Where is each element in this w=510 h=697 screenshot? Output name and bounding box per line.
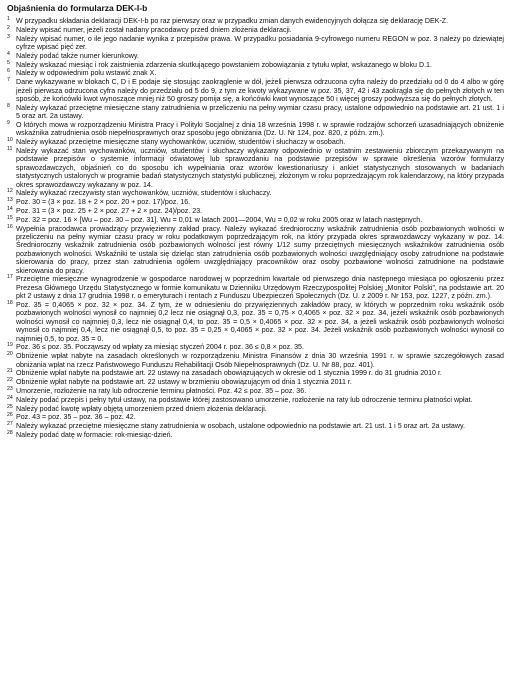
footnote-number: 3 [7, 33, 10, 40]
footnote-number: 5 [7, 59, 10, 66]
footnote-number: 11 [7, 146, 13, 152]
footnotes-list [7, 17, 504, 439]
footnote-text: Należy wykazać przeciętne miesięczne stany zatrudnienia w przeliczeniu na pełny wymiar czasu pracy, ustalone odpowiednio na podstawie art. 21 ust. 1 i 5 oraz art. 2a ustawy. [16, 103, 504, 121]
document-title: Objaśnienia do formularza DEK-I-b [7, 3, 148, 13]
footnote-number: 27 [7, 421, 13, 428]
footnote-number: 8 [7, 102, 10, 109]
footnote-7 [7, 78, 504, 103]
footnote-text: Wypełnia pracodawca prowadzący przywięzienny zakład pracy. Należy wykazać średnioroczny wskaźnik zatrudnienia osób pozbawionych wolności w przeliczeniu na pełny wymiar czasu pracy w roku podatkowym poprzedzającym rok, na który przypada okres sprawozdawczy wykazany w poz. 14. Średnioroczny wskaźnik zatrudnienia osób pozbawionych wolności jest równy 1/12 sumy przeciętnych miesięcznych wskaźników zatrudnienia osób pozbawionych wolności. Wskaźniki te ustala się dzieląc stan zatrudnienia osób pozbawionych wolności uwzględniający osoby zatrudnione na podstawie skierowania do pracy, przez stan zatrudnienia ogółem uwzględniający pracowników oraz osoby pozbawione wolności zatrudnione na podstawie skierowania do pracy. [16, 224, 504, 275]
footnote-1 [7, 17, 504, 25]
footnote-text: Należy podać datę w formacie: rok-miesiąc-dzień. [16, 431, 173, 440]
footnote-6 [7, 69, 504, 77]
footnote-10 [7, 138, 504, 146]
footnote-21 [7, 369, 504, 377]
footnote-text: Dane wykazywane w blokach C, D i E podaje się stosując zaokrąglenie w dół, jeżeli pierwsza odrzucona cyfra należy do przedziału od 0 do 4 albo w górę jeżeli pierwsza odrzucona cyfra należy do przedziału od 5 do 9, z tym że kwoty wykazywane w poz. 35, 37, 42 i 43 zaokrągla się do pełnych złotych w ten sposób, że końcówki kwot wynoszące mniej niż 50 groszy pomija się, a końcówki kwot wynoszące 50 i więcej groszy podwyższa się do pełnych złotych. [16, 78, 504, 103]
footnote-text: Należy wykazać przeciętne miesięczne stany wychowanków, uczniów, studentów i słuchaczy w osobach. [16, 138, 346, 147]
footnote-14 [7, 207, 504, 215]
footnote-13 [7, 198, 504, 206]
footnote-11 [7, 147, 504, 189]
footnote-27 [7, 422, 504, 430]
footnote-text: Poz. 32 = poz. 16 × [Wu – poz. 30 – poz. 31]. Wu = 0,01 w latach 2001—2004, Wu = 0,02 w roku 2005 oraz w latach następnych. [16, 215, 423, 224]
footnote-18 [7, 301, 504, 343]
footnote-text: Należy wskazać miesiąc i rok zaistnienia zdarzenia skutkującego powstaniem zobowiązania z tytułu wpłat, wskazanego w bloku D.1. [16, 60, 432, 69]
footnote-5 [7, 61, 504, 69]
footnote-number: 23 [7, 386, 13, 393]
footnote-number: 21 [7, 368, 13, 375]
footnote-8 [7, 104, 504, 121]
footnote-number: 2 [7, 24, 10, 31]
footnote-text: Należy wpisać numer, jeżeli został nadany pracodawcy przed dniem złożenia deklaracji. [16, 25, 292, 34]
footnote-26 [7, 413, 504, 421]
footnote-text: Należy podać kwotę wpłaty objętą umorzeniem przed dniem złożenia deklaracji. [16, 404, 267, 413]
footnote-text: Poz. 31 = (3 × poz. 25 + 2 × poz. 27 + 2 × poz. 24)/poz. 23. [16, 207, 203, 216]
footnote-15 [7, 216, 504, 224]
footnote-3 [7, 35, 504, 52]
footnote-20 [7, 352, 504, 369]
footnote-number: 9 [7, 120, 10, 126]
footnote-number: 12 [7, 188, 13, 195]
footnote-number: 28 [7, 430, 13, 437]
footnote-text: Należy wykazać przeciętne miesięczne stany zatrudnienia w osobach, ustalone odpowiednio na podstawie art. 21 ust. 1 i 5 oraz art. 2a ustawy. [16, 422, 465, 431]
footnote-text: Umorzenie, rozłożenie na raty lub odroczenie terminu płatności. Poz. 42 ≤ poz. 35 – poz. 36. [16, 387, 307, 396]
footnote-text: Obniżenie wpłat nabyte na zasadach określonych w rozporządzeniu Ministra Finansów z dnia 30 września 1991 r. w sprawie szczegółowych zasad obniżania wpłat na rzecz Państwowego Funduszu Rehabilitacji Osób Niepełnosprawnych (Dz. U. Nr 88, poz. 401). [16, 352, 504, 369]
footnote-9 [7, 121, 504, 138]
footnote-2 [7, 26, 504, 34]
footnote-text: Przeciętne miesięczne wynagrodzenie w gospodarce narodowej w poprzednim kwartale od pierwszego dnia następnego miesiąca po ogłoszeniu przez Prezesa Głównego Urzędu Statystycznego w formie komunikatu w Dzienniku Urzędowym Rzeczypospolitej Polskiej „Monitor Polski”, na podstawie art. 20 pkt 2 ustawy z dnia 17 grudnia 1998 r. o emeryturach i rentach z Funduszu Ubezpieczeń Społecznych (Dz. U. z 2009 r. Nr 153, poz. 1227, z późn. zm.). [16, 275, 504, 301]
footnote-text: Poz. 43 = poz. 35 – poz. 36 – poz. 42. [16, 413, 136, 422]
footnote-12 [7, 189, 504, 197]
footnote-text: Należy podać przepis i pełny tytuł ustawy, na podstawie której zastosowano umorzenie, rozłożenie na raty lub odroczenie terminu płatności wpłat. [16, 395, 473, 404]
footnote-text: Należy podać także numer kierunkowy. [16, 51, 139, 60]
footnote-24 [7, 396, 504, 404]
footnote-text: Należy wykazać rzeczywisty stan wychowanków, uczniów, studentów i słuchaczy. [16, 189, 272, 198]
footnote-22 [7, 378, 504, 386]
footnote-number: 20 [7, 351, 13, 358]
footnote-text: Należy wpisać numer, o ile jego nadanie wynika z przepisów prawa. W przypadku posiadania 9-cyfrowego numeru REGON w poz. 3 należy po dziewiątej cyfrze wpisać pięć zer. [16, 34, 504, 51]
footnote-number: 10 [7, 137, 13, 144]
footnote-text: Należy wykazać stan wychowanków, uczniów, studentów i słuchaczy wykazany odpowiednio w ostatnim zestawieniu zbiorczym przekazywanym na podstawie przepisów o systemie informacji oświatowej lub sprawozdaniu na podstawie przepisów w sprawie określenia wzorów formularzy sprawozdawczych, objaśnień co do sposobu ich wypełniania oraz wzorów kwestionariuszy i ankiet statystycznych stosowanych w badaniach statystycznych ustalonych w programie badań statystycznych statystyki publicznej, złożonym w roku poprzedzającym rok kalendarzowy, na który przypada okres sprawozdawczy wykazany w poz. 14. [16, 147, 504, 189]
footnote-text: Obniżenie wpłat nabyte na podstawie art. 22 ustawy na zasadach obowiązujących w okresie od 1 stycznia 1999 r. do 31 grudnia 2010 r. [16, 369, 442, 378]
footnote-number: 24 [7, 394, 13, 401]
footnote-4 [7, 52, 504, 60]
footnote-number: 22 [7, 377, 13, 384]
footnote-17 [7, 275, 504, 300]
footnote-text: W przypadku składania deklaracji DEK-I-b po raz pierwszy oraz w przypadku zmian danych ewidencyjnych dołącza się deklarację DEK-Z. [16, 17, 449, 25]
footnote-number: 1 [7, 16, 10, 22]
footnote-text: O których mowa w rozporządzeniu Ministra Pracy i Polityki Socjalnej z dnia 18 września 1998 r. w sprawie rodzajów schorzeń uzasadniających obniżenie wskaźnika zatrudnienia osób niepełnosprawnych oraz sposobu jego obniżania (Dz. U. Nr 124, poz. 820, z późn. zm.). [16, 121, 504, 138]
footnote-number: 7 [7, 77, 10, 84]
footnote-number: 18 [7, 300, 13, 307]
footnote-number: 25 [7, 403, 13, 410]
footnote-text: Poz. 36 ≤ poz. 35. Począwszy od wpłaty za miesiąc styczeń 2004 r. poz. 36 ≤ 0,8 × poz. 35. [16, 343, 304, 352]
footnote-number: 13 [7, 197, 13, 204]
footnote-number: 16 [7, 223, 13, 230]
footnote-number: 14 [7, 206, 13, 213]
footnote-28 [7, 431, 504, 439]
footnote-text: Obniżenie wpłat nabyte na podstawie art. 22 ustawy w brzmieniu obowiązującym od dnia 1 stycznia 2011 r. [16, 378, 352, 387]
footnote-number: 19 [7, 342, 13, 349]
footnote-19 [7, 343, 504, 351]
footnote-25 [7, 405, 504, 413]
footnote-number: 4 [7, 50, 10, 57]
footnote-16 [7, 225, 504, 275]
footnote-text: Poz. 30 = (3 × poz. 18 + 2 × poz. 20 + poz. 17)/poz. 16. [16, 198, 191, 207]
footnote-number: 17 [7, 274, 13, 281]
footnote-23 [7, 387, 504, 395]
footnote-number: 15 [7, 214, 13, 221]
footnote-text: Poz. 35 = 0,4065 × poz. 32 × poz. 34. Z tym, że w odniesieniu do przywięziennych zakładów pracy, w których w poprzednim roku wskaźnik osób pozbawionych wolności wynosił co najmniej 0,2 lecz nie osiągnął 0,3, poz. 35 = 0,75 × 0,4065 × poz. 32 × poz. 34, jeżeli wskaźnik osób pozbawionych wolności wynosił co najmniej 0,3, lecz nie osiągnął 0,4, to poz. 35 = 0,5 × 0,4065 × poz. 32 × poz. 34, a jeżeli wskaźnik osób pozbawionych wolności wynosił co najmniej 0,4, lecz nie osiągnął 0,5, to poz. 35 = 0,25 × 0,4065 × poz. 32 × poz. 34. Jeżeli wskaźnik osób pozbawionych wolności wynosił co najmniej 0,5, to poz. 35 = 0. [16, 301, 504, 343]
footnote-number: 6 [7, 68, 10, 75]
footnote-number: 26 [7, 412, 13, 419]
footnote-text: Należy w odpowiednim polu wstawić znak X. [16, 69, 157, 78]
